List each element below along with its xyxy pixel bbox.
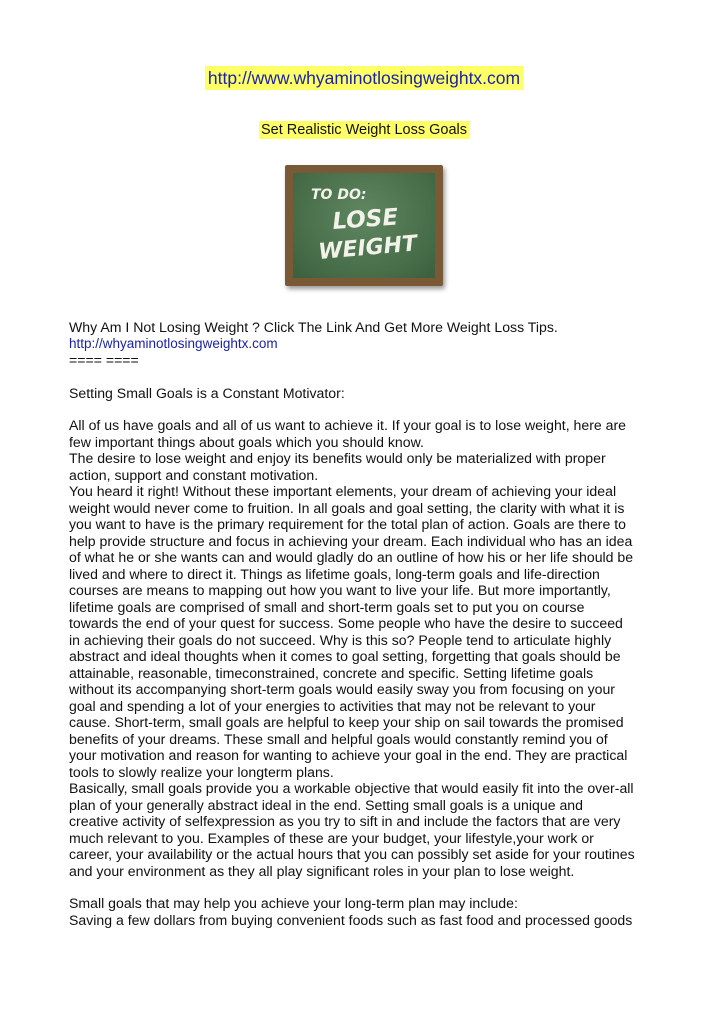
text-line: goal and spending a lot of your energies to activities that may not be relevant to your xyxy=(69,697,596,714)
text-line: towards the end of your quest for success. Some people who have the desire to succeed xyxy=(69,615,623,631)
chalk-text-lose: LOSE xyxy=(331,204,399,235)
text-line: much relevant to you. Examples of these are your budget, your lifestyle,your work or xyxy=(69,829,594,846)
header-url-link[interactable]: http://www.whyaminotlosingweightx.com xyxy=(205,66,523,90)
text-line: in achieving their goals do not succeed. Why is this so? People tend to articulate highly xyxy=(69,631,612,648)
page-title-text: Set Realistic Weight Loss Goals xyxy=(260,122,468,138)
chalkboard-surface xyxy=(293,173,435,278)
text-line: action, support and constant motivation. xyxy=(69,466,319,483)
text-line: Saving a few dollars from buying convenient foods such as fast food and processed goods xyxy=(69,911,633,928)
text-line: and your environment as they all play significant roles in your plan to lose weight. xyxy=(69,862,575,879)
chalk-text-weight: WEIGHT xyxy=(317,231,419,265)
text-line: Small goals that may help you achieve your long-term plan may include: xyxy=(69,895,518,911)
text-line: weight would never come to fruition. In all goals and goal setting, the clarity with what it is xyxy=(69,499,625,516)
text-line: tools to slowly realize your longterm plans. xyxy=(69,763,334,780)
section-heading: Setting Small Goals is a Constant Motivator: xyxy=(69,384,345,401)
intro-separator: ==== ==== xyxy=(69,352,139,368)
chalkboard-image xyxy=(285,165,443,286)
intro-link[interactable]: http://whyaminotlosingweightx.com xyxy=(69,335,278,351)
text-line: help provide structure and focus in achieving your dream. Each individual who has an idea xyxy=(69,532,633,549)
page-title xyxy=(0,121,728,139)
text-line: All of us have goals and all of us want to achieve it. If your goal is to lose weight, here are xyxy=(69,417,627,433)
intro-tagline: Why Am I Not Losing Weight ? Click The Link And Get More Weight Loss Tips. xyxy=(69,319,558,335)
text-line: The desire to lose weight and enjoy its benefits would only be materialized with proper xyxy=(69,450,606,466)
chalk-text-todo: TO DO: xyxy=(311,187,367,203)
text-line: without its accompanying short-term goals would easily sway you from focusing on your xyxy=(69,681,615,697)
text-line: plan of your generally abstract ideal in the end. Setting small goals is a unique and xyxy=(69,796,583,813)
header-url-banner xyxy=(0,68,728,89)
text-line: creative activity of selfexpression as you try to sift in and include the factors that are very xyxy=(69,813,621,829)
text-line: you want to have is the primary requirement for the total plan of action. Goals are there to xyxy=(69,516,626,532)
text-line: of what he or she wants can and would gladly do an outline of how his or her life should be xyxy=(69,549,634,565)
article-body xyxy=(69,319,669,928)
text-line: Basically, small goals provide you a workable objective that would easily fit into the over-all xyxy=(69,780,634,796)
paragraph-2 xyxy=(69,895,669,928)
text-line: You heard it right! Without these important elements, your dream of achieving your ideal xyxy=(69,483,617,499)
text-line: benefits of your dreams. These small and helpful goals would constantly remind you of xyxy=(69,730,608,747)
text-line: attainable, reasonable, timeconstrained, concrete and specific. Setting lifetime goals xyxy=(69,664,594,681)
paragraph-1 xyxy=(69,417,669,879)
text-line: your motivation and reason for wanting to achieve your goal in the end. They are practical xyxy=(69,747,628,763)
text-line: courses are means to mapping out how you want to live your life. But more importantly, xyxy=(69,582,611,598)
chalk-writing-graphic xyxy=(293,173,435,278)
text-line: cause. Short-term, small goals are helpful to keep your ship on sail towards the promised xyxy=(69,714,624,730)
text-line: few important things about goals which you should know. xyxy=(69,433,424,450)
text-line: lived and where to direct it. Things as lifetime goals, long-term goals and life-direction xyxy=(69,565,600,582)
text-line: abstract and ideal thoughts when it comes to goal setting, forgetting that goals should be xyxy=(69,648,621,664)
text-line: career, your availability or the actual hours that you can possibly set aside for your routines xyxy=(69,846,635,862)
text-line: lifetime goals are comprised of small and short-term goals set to put you on course xyxy=(69,598,585,615)
